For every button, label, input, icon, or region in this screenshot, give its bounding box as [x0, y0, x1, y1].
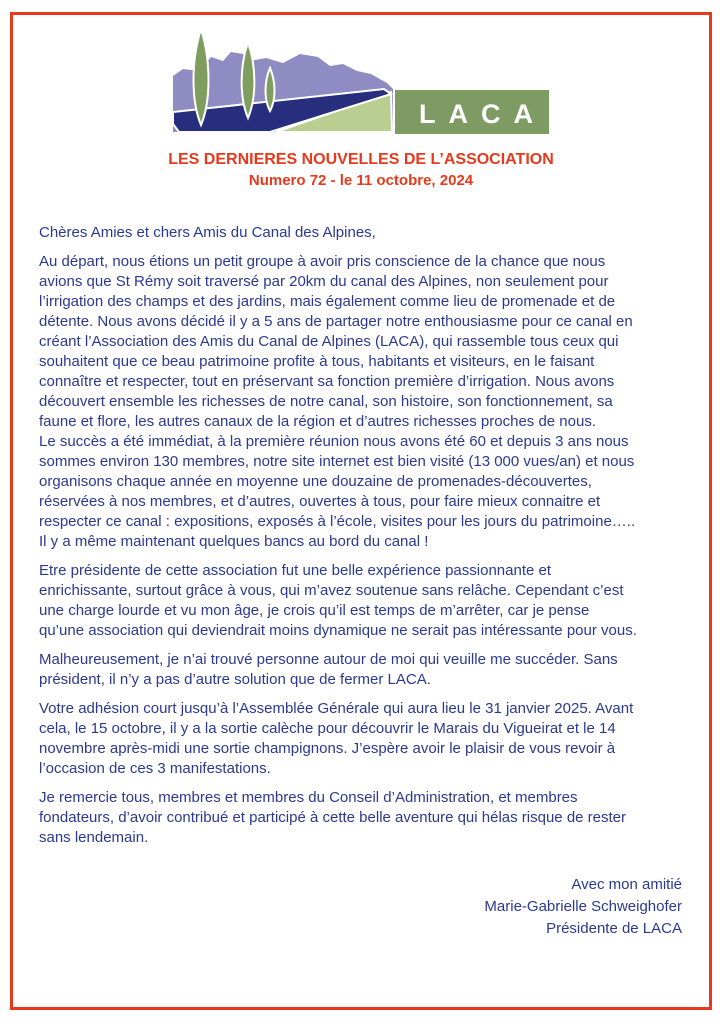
laca-logo-icon	[173, 28, 549, 134]
laca-wordmark: LACA	[419, 99, 546, 129]
cypress-tree-icon	[266, 68, 275, 111]
cypress-tree-icon	[242, 42, 255, 118]
letter-paragraph: Votre adhésion court jusqu’à l’Assemblée Générale qui aura lieu le 31 janvier 2025. Avant cela, le 15 octobre, il y a la sortie calèche pour découvrir le Marais du Vigueirat et le 14 novembre après-midi une sortie champignons. J’espère avoir le plaisir de vous revoir à l’occasion de ces 3 manifestations.	[39, 700, 634, 777]
letter-salutation: Chères Amies et chers Amis du Canal des Alpines,	[39, 224, 376, 241]
page-border-frame	[10, 12, 712, 1010]
letter-paragraph: Malheureusement, je n’ai trouvé personne autour de moi qui veuille me succéder. Sans président, il n’y a pas d’autre solution que de fermer LACA.	[39, 651, 618, 688]
cypress-tree-icon	[194, 29, 209, 125]
newsletter-title: LES DERNIERES NOUVELLES DE L’ASSOCIATION	[168, 151, 554, 168]
letter-signature: Avec mon amitié Marie-Gabrielle Schweighofer Présidente de LACA	[484, 876, 682, 937]
letter-body	[13, 223, 709, 848]
laca-logo	[173, 28, 549, 134]
letter-paragraph: Etre présidente de cette association fut une belle expérience passionnante et enrichissante, surtout grâce à vous, qui m’avez soutenue sans relâche. Cependant c’est une charge lourde et vu mon âge, je crois qu’il est temps de m’arrêter, car je pense qu’une association qui deviendrait moins dynamique ne serait pas intéressante pour vous.	[39, 562, 637, 639]
letter-paragraph: Au départ, nous étions un petit groupe à avoir pris conscience de la chance que nous avions que St Rémy soit traversé par 20km du canal des Alpines, non seulement pour l’irrigation des champs et des jardins, mais également comme lieu de promenade et de détente. Nous avons décidé il y a 5 ans de partager notre enthousiasme pour ce canal en créant l’Association des Amis du Canal de Alpines (LACA), qui rassemble tous ceux qui souhaitent que ce beau patrimoine profite à tous, habitants et visiteurs, en le faisant connaître et respecter, tout en préservant sa fonction première d’irrigation. Nous avons découvert ensemble les richesses de notre canal, son histoire, son fonctionnement, sa faune et flore, les autres canaux de la région et d’autres richesses proches de nous. Le succès a été immédiat, à la première réunion nous avons été 60 et depuis 3 ans nous sommes environ 130 membres, notre site internet est bien visité (13 000 vues/an) et nous organisons chaque année en moyenne une douzaine de promenades-découvertes, réservées à nos membres, et d’autres, ouvertes à tous, pour faire mieux connaitre et respecter ce canal : expositions, exposés à l’école, visites pour les jours du patrimoine….. Il y a même maintenant quelques bancs au bord du canal !	[39, 253, 636, 550]
newsletter-issue-date: Numero 72 - le 11 octobre, 2024	[248, 172, 474, 189]
letter-paragraph: Je remercie tous, membres et membres du Conseil d’Administration, et membres fondateurs, d’avoir contribué et participé à cette belle aventure qui hélas risque de rester sans lendemain.	[39, 789, 627, 846]
